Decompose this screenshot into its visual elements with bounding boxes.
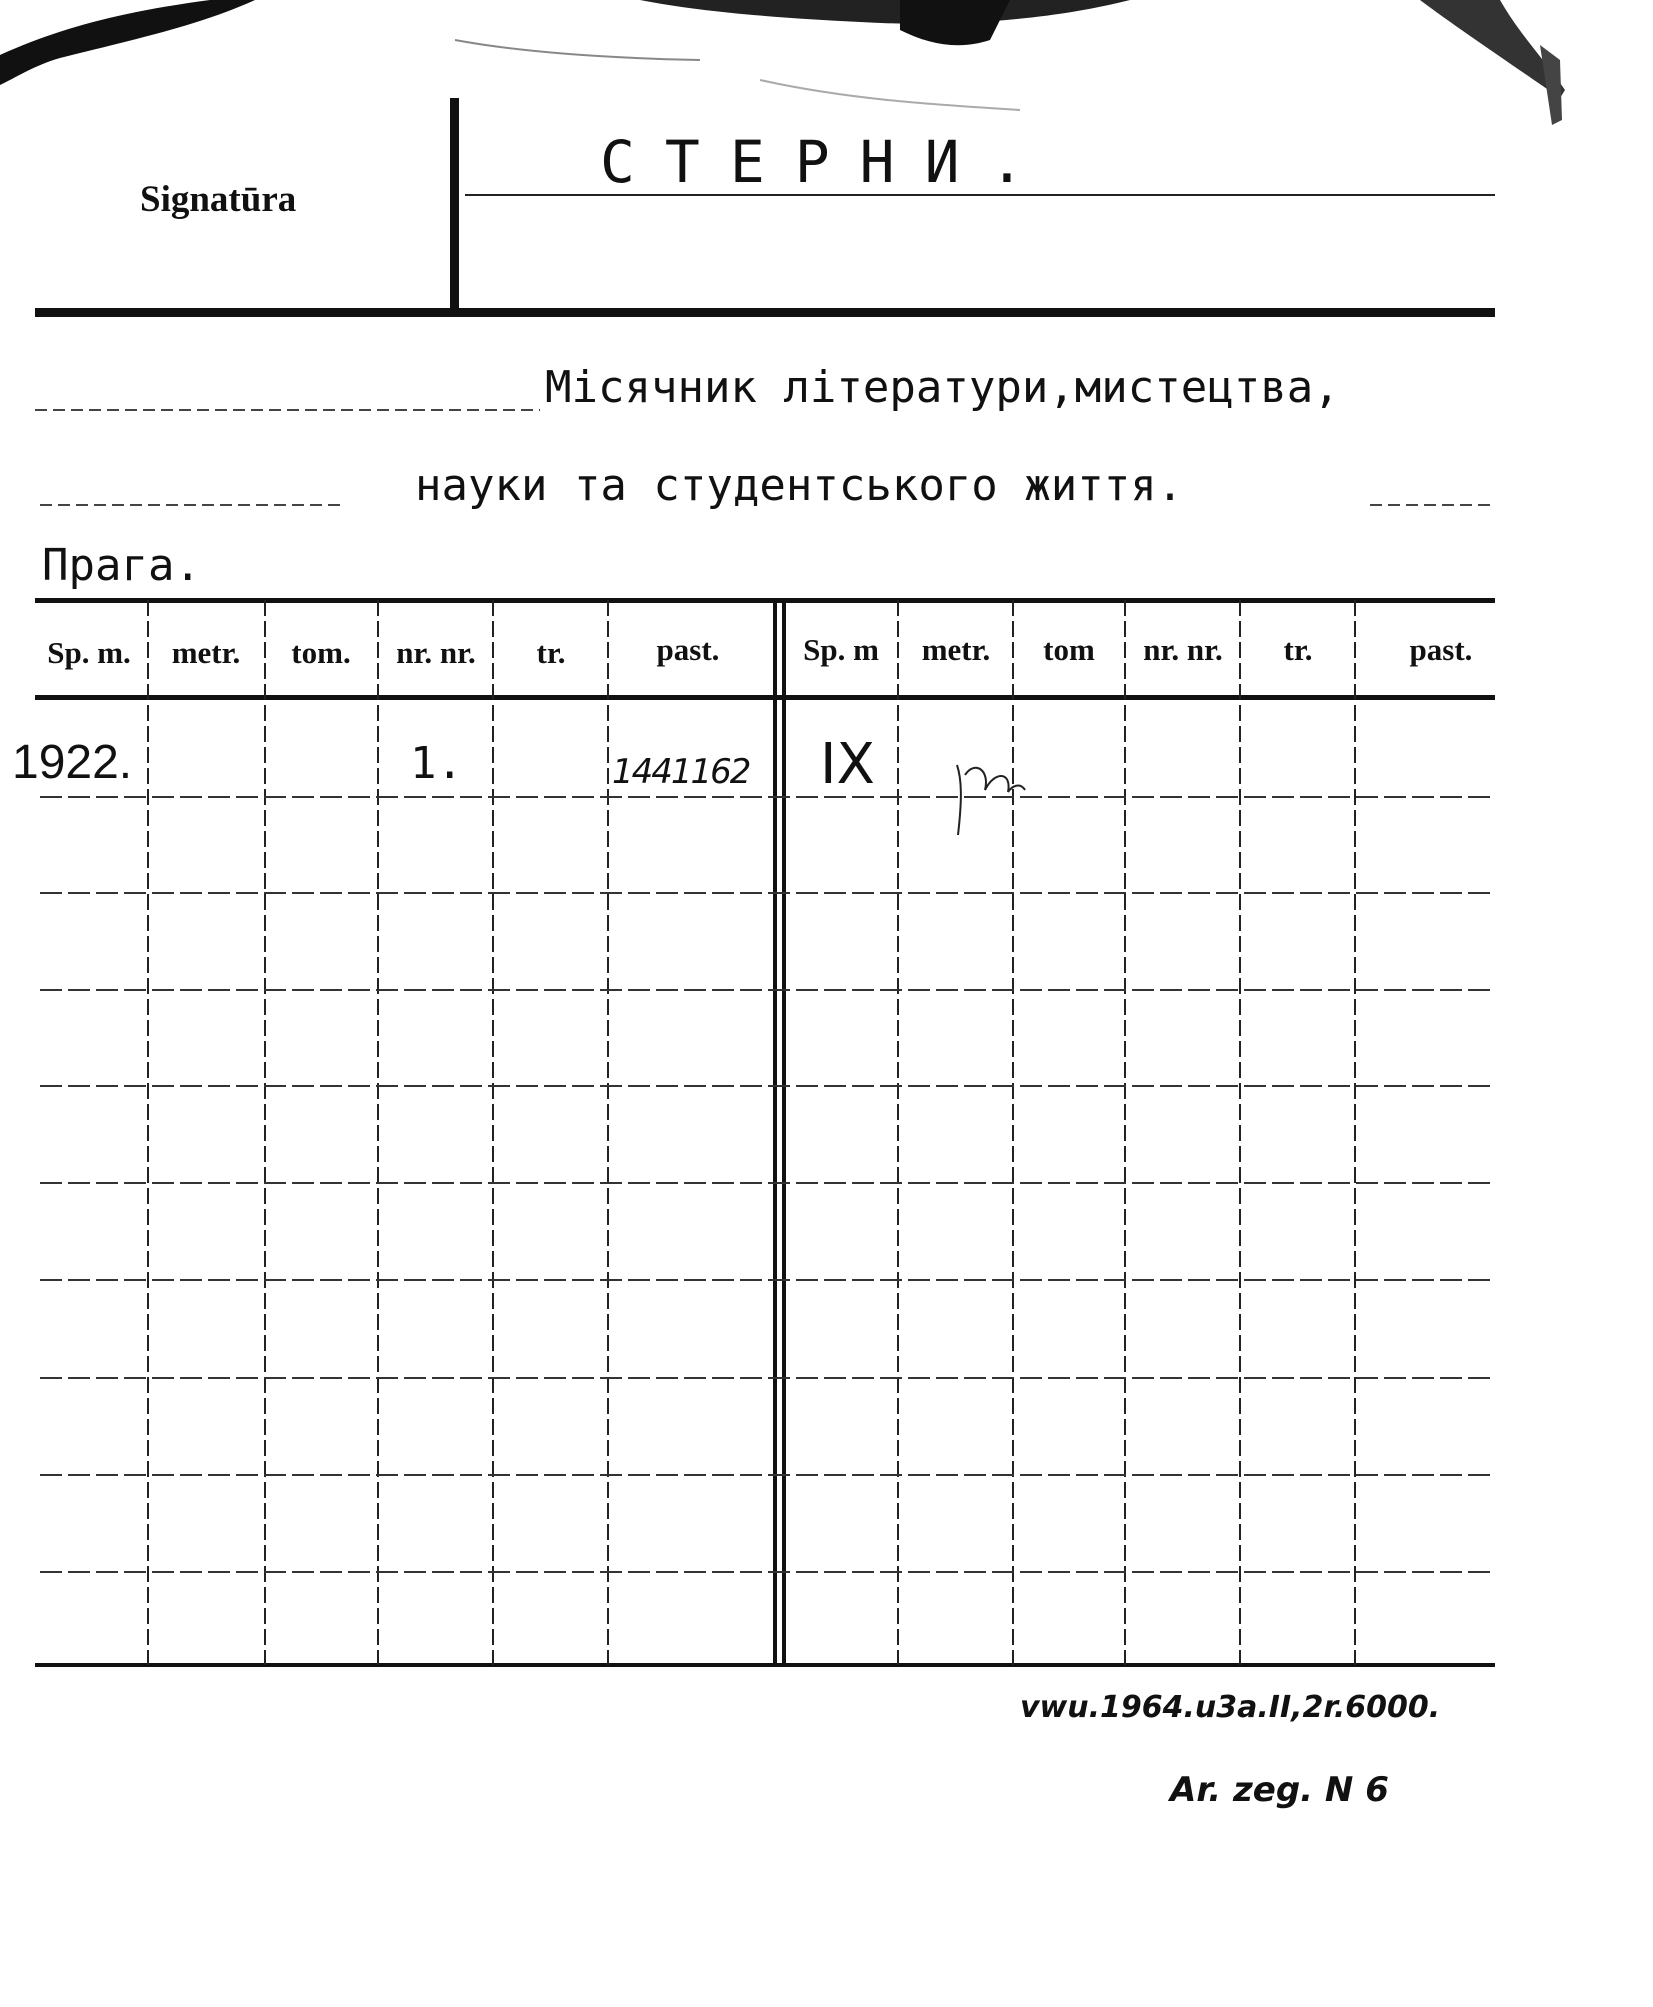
row1-number: 1. xyxy=(410,738,463,789)
header-tom-2: tom xyxy=(1043,632,1095,667)
signature-label: Signatūra xyxy=(140,179,297,220)
header-metr-2: metr. xyxy=(921,632,991,667)
header-tr-1: tr. xyxy=(536,635,566,670)
header-sp-m-1: Sp. m. xyxy=(47,635,131,670)
header-tr-2: tr. xyxy=(1283,632,1313,667)
header-past-1: past. xyxy=(656,632,720,667)
header-past-2: past. xyxy=(1409,632,1473,667)
header-tom-1: tom. xyxy=(291,635,351,670)
title-line-2: науки та студентського життя. xyxy=(415,460,1184,511)
header-nr-2: nr. nr. xyxy=(1143,632,1223,667)
row1-sp-m2: IX xyxy=(820,732,875,797)
place: Прага. xyxy=(42,540,201,591)
header-sp-m-2: Sp. m xyxy=(803,632,879,667)
archive-stamp: vwu.1964.u3a.II,2r.6000. xyxy=(1020,1690,1441,1725)
handwritten-note: Ar. zeg. N 6 xyxy=(1170,1770,1389,1810)
row1-past: 1441162 xyxy=(612,752,750,792)
title-line-1: Місячник літератури,мистецтва, xyxy=(545,362,1340,413)
header-nr-1: nr. nr. xyxy=(396,635,476,670)
row1-year: 1922. xyxy=(12,736,133,789)
signature-value: СТЕРНИ. xyxy=(600,128,1055,196)
header-metr-1: metr. xyxy=(171,635,241,670)
